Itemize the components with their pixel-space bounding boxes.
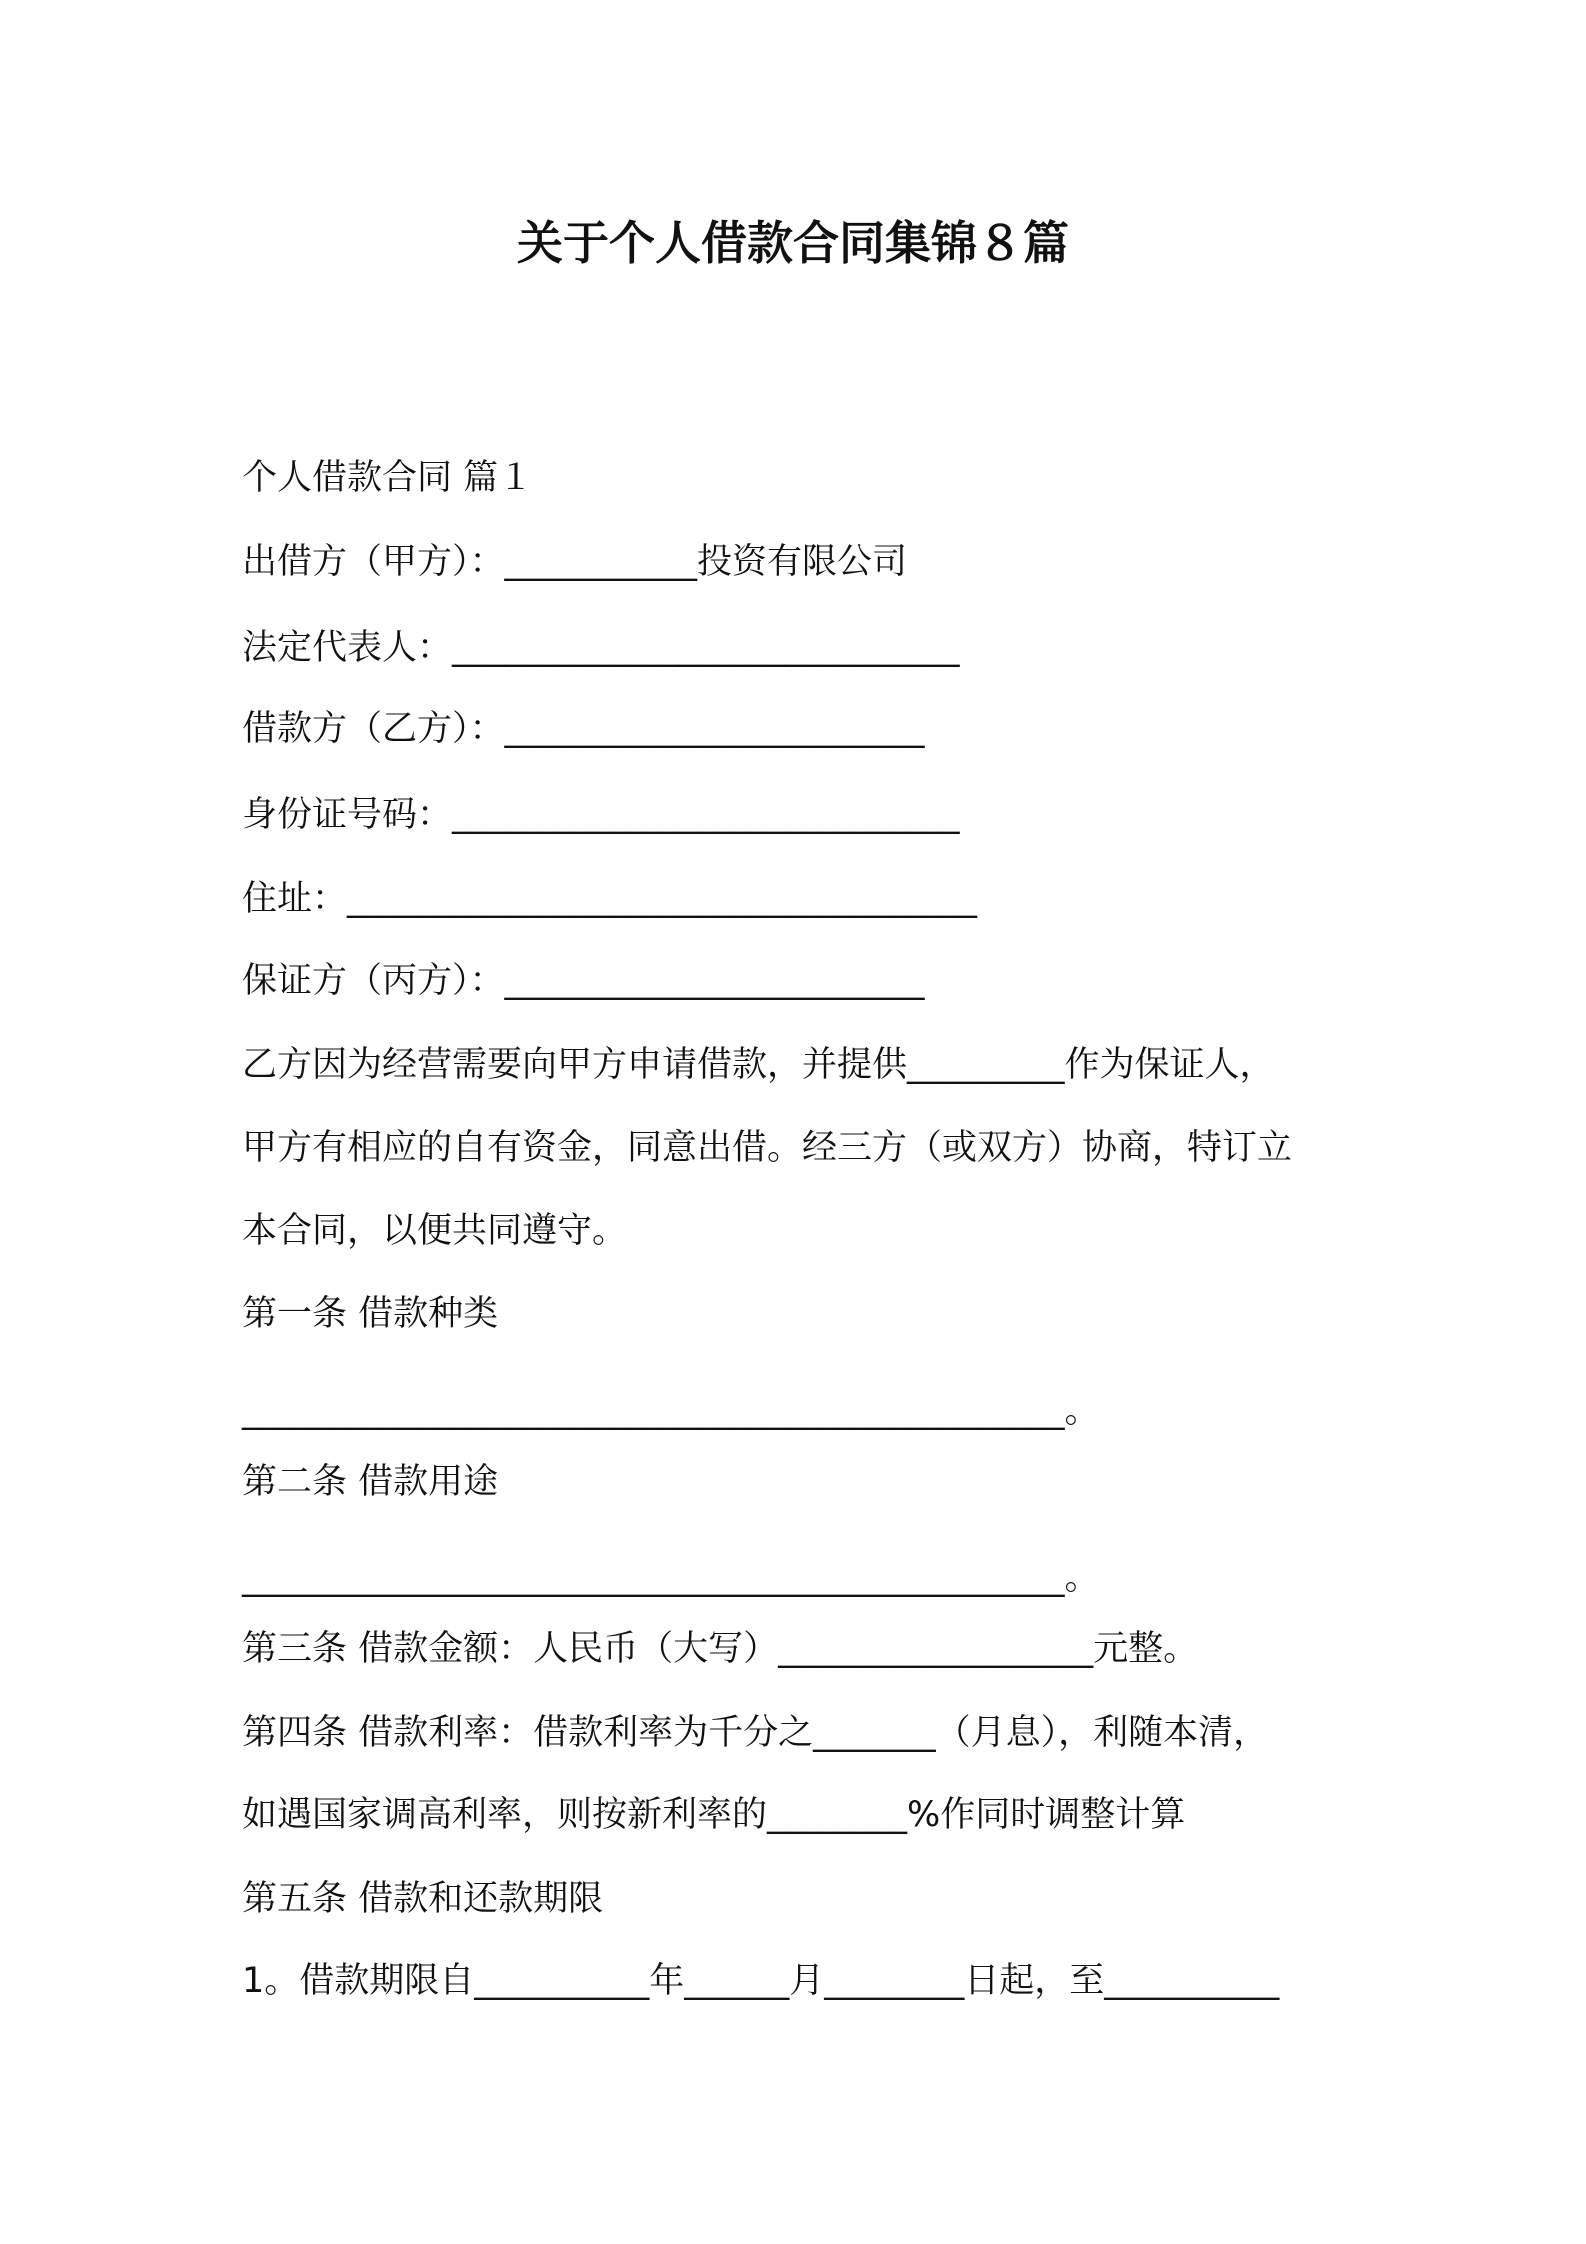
document-title: 关于个人借款合同集锦８篇 [517,216,1069,270]
guarantor-line: 保证方（丙方）：________________________ [242,961,925,1001]
article-one-blank: _______________________________________________。 [242,1391,1100,1431]
lender-line: 出借方（甲方）：___________投资有限公司 [242,542,908,582]
section-heading: 个人借款合同 篇１ [242,458,534,498]
paragraph-line-1: 乙方因为经营需要向甲方申请借款，并提供_________作为保证人， [242,1045,1275,1085]
id-number-line: 身份证号码：_____________________________ [242,795,960,835]
article-two-heading: 第二条 借款用途 [242,1462,499,1502]
borrower-line: 借款方（乙方）：________________________ [242,709,925,749]
article-four-line-2: 如遇国家调高利率，则按新利率的________%作同时调整计算 [242,1795,1186,1835]
paragraph-line-2: 甲方有相应的自有资金，同意出借。经三方（或双方）协商，特订立 [242,1128,1293,1168]
legal-representative-line: 法定代表人：_____________________________ [242,628,960,668]
address-line: 住址：____________________________________ [242,879,978,919]
article-two-blank: _______________________________________________。 [242,1558,1100,1598]
article-four-line-1: 第四条 借款利率：借款利率为千分之_______（月息），利随本清， [242,1713,1269,1753]
paragraph-line-3: 本合同，以便共同遵守。 [242,1211,628,1251]
loan-term-line: 1。借款期限自__________年______月________日起，至__________ [242,1961,1280,2001]
article-three-line: 第三条 借款金额：人民币（大写）__________________元整。 [242,1629,1199,1669]
article-one-heading: 第一条 借款种类 [242,1294,499,1334]
article-five-heading: 第五条 借款和还款期限 [242,1879,604,1919]
